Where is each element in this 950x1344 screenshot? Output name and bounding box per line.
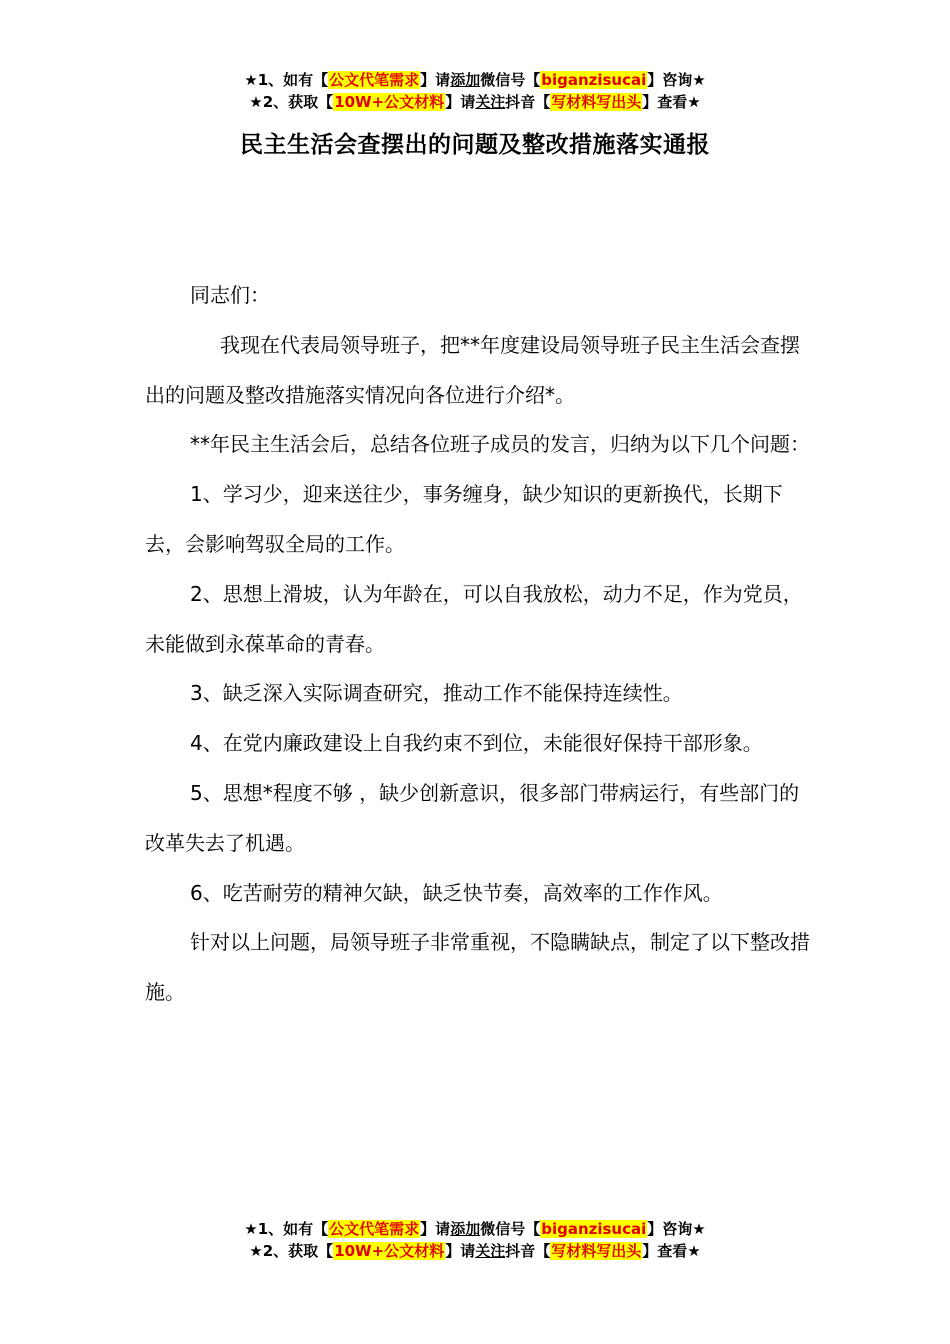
footer-banner bbox=[0, 1218, 950, 1262]
banner-text: 】咨询★ bbox=[647, 71, 706, 89]
greeting: 同志们： bbox=[190, 283, 270, 307]
header-banner bbox=[0, 69, 950, 113]
banner-text: 微信号【 bbox=[480, 71, 541, 89]
douyin-id: 写材料写出头 bbox=[551, 93, 642, 111]
underlined-text: 关注 bbox=[475, 93, 506, 111]
banner-text: ★2、获取【 bbox=[249, 93, 334, 111]
underlined-text: 添加 bbox=[450, 71, 481, 89]
banner-text: ★1、如有【 bbox=[244, 1220, 329, 1238]
banner-line-1 bbox=[0, 69, 950, 91]
banner-line-2 bbox=[0, 91, 950, 113]
paragraph: 我现在代表局领导班子，把**年度建设局领导班子民主生活会查摆出的问题及整改措施落实情况向各位进行介绍*。 bbox=[145, 332, 800, 407]
underlined-text: 添加 bbox=[450, 1220, 481, 1238]
document-body bbox=[145, 271, 810, 1018]
banner-text: 】查看★ bbox=[642, 1242, 701, 1260]
highlight-text: 公文代笔需求 bbox=[329, 1220, 420, 1238]
list-item: 2、思想上滑坡，认为年龄在，可以自我放松，动力不足，作为党员，未能做到永葆革命的青春。 bbox=[145, 581, 803, 656]
banner-text: 】咨询★ bbox=[647, 1220, 706, 1238]
banner-text: 】请 bbox=[420, 1220, 451, 1238]
highlight-text: 10W+公文材料 bbox=[334, 1242, 445, 1260]
underlined-text: 关注 bbox=[475, 1242, 506, 1260]
banner-text: ★1、如有【 bbox=[244, 71, 329, 89]
paragraph: 针对以上问题，局领导班子非常重视，不隐瞒缺点，制定了以下整改措施。 bbox=[145, 930, 810, 1005]
banner-line-2 bbox=[0, 1240, 950, 1262]
paragraph: **年民主生活会后，总结各位班子成员的发言，归纳为以下几个问题： bbox=[190, 432, 810, 457]
douyin-id: 写材料写出头 bbox=[551, 1242, 642, 1260]
banner-text: 】请 bbox=[445, 1242, 476, 1260]
banner-line-1 bbox=[0, 1218, 950, 1240]
banner-text: 微信号【 bbox=[480, 1220, 541, 1238]
banner-text: 】请 bbox=[445, 93, 476, 111]
document-title: 民主生活会查摆出的问题及整改措施落实通报 bbox=[240, 132, 710, 158]
list-item: 1、学习少，迎来送往少，事务缠身，缺少知识的更新换代，长期下去，会影响驾驭全局的工作。 bbox=[145, 482, 783, 556]
list-item: 5、思想*程度不够 ，缺少创新意识，很多部门带病运行，有些部门的改革失去了机遇。 bbox=[145, 780, 800, 855]
banner-text: 抖音【 bbox=[505, 93, 551, 111]
banner-text: 】查看★ bbox=[642, 93, 701, 111]
list-item: 6、吃苦耐劳的精神欠缺，缺乏快节奏，高效率的工作作风。 bbox=[190, 880, 723, 905]
highlight-text: 公文代笔需求 bbox=[329, 71, 420, 89]
wechat-id: biganzisucai bbox=[541, 71, 647, 89]
banner-text: 抖音【 bbox=[505, 1242, 551, 1260]
list-item: 3、缺乏深入实际调查研究，推动工作不能保持连续性。 bbox=[190, 681, 683, 706]
banner-text: 】请 bbox=[420, 71, 451, 89]
wechat-id: biganzisucai bbox=[541, 1220, 647, 1238]
list-item: 4、在党内廉政建设上自我约束不到位，未能很好保持干部形象。 bbox=[190, 731, 763, 756]
banner-text: ★2、获取【 bbox=[249, 1242, 334, 1260]
highlight-text: 10W+公文材料 bbox=[334, 93, 445, 111]
